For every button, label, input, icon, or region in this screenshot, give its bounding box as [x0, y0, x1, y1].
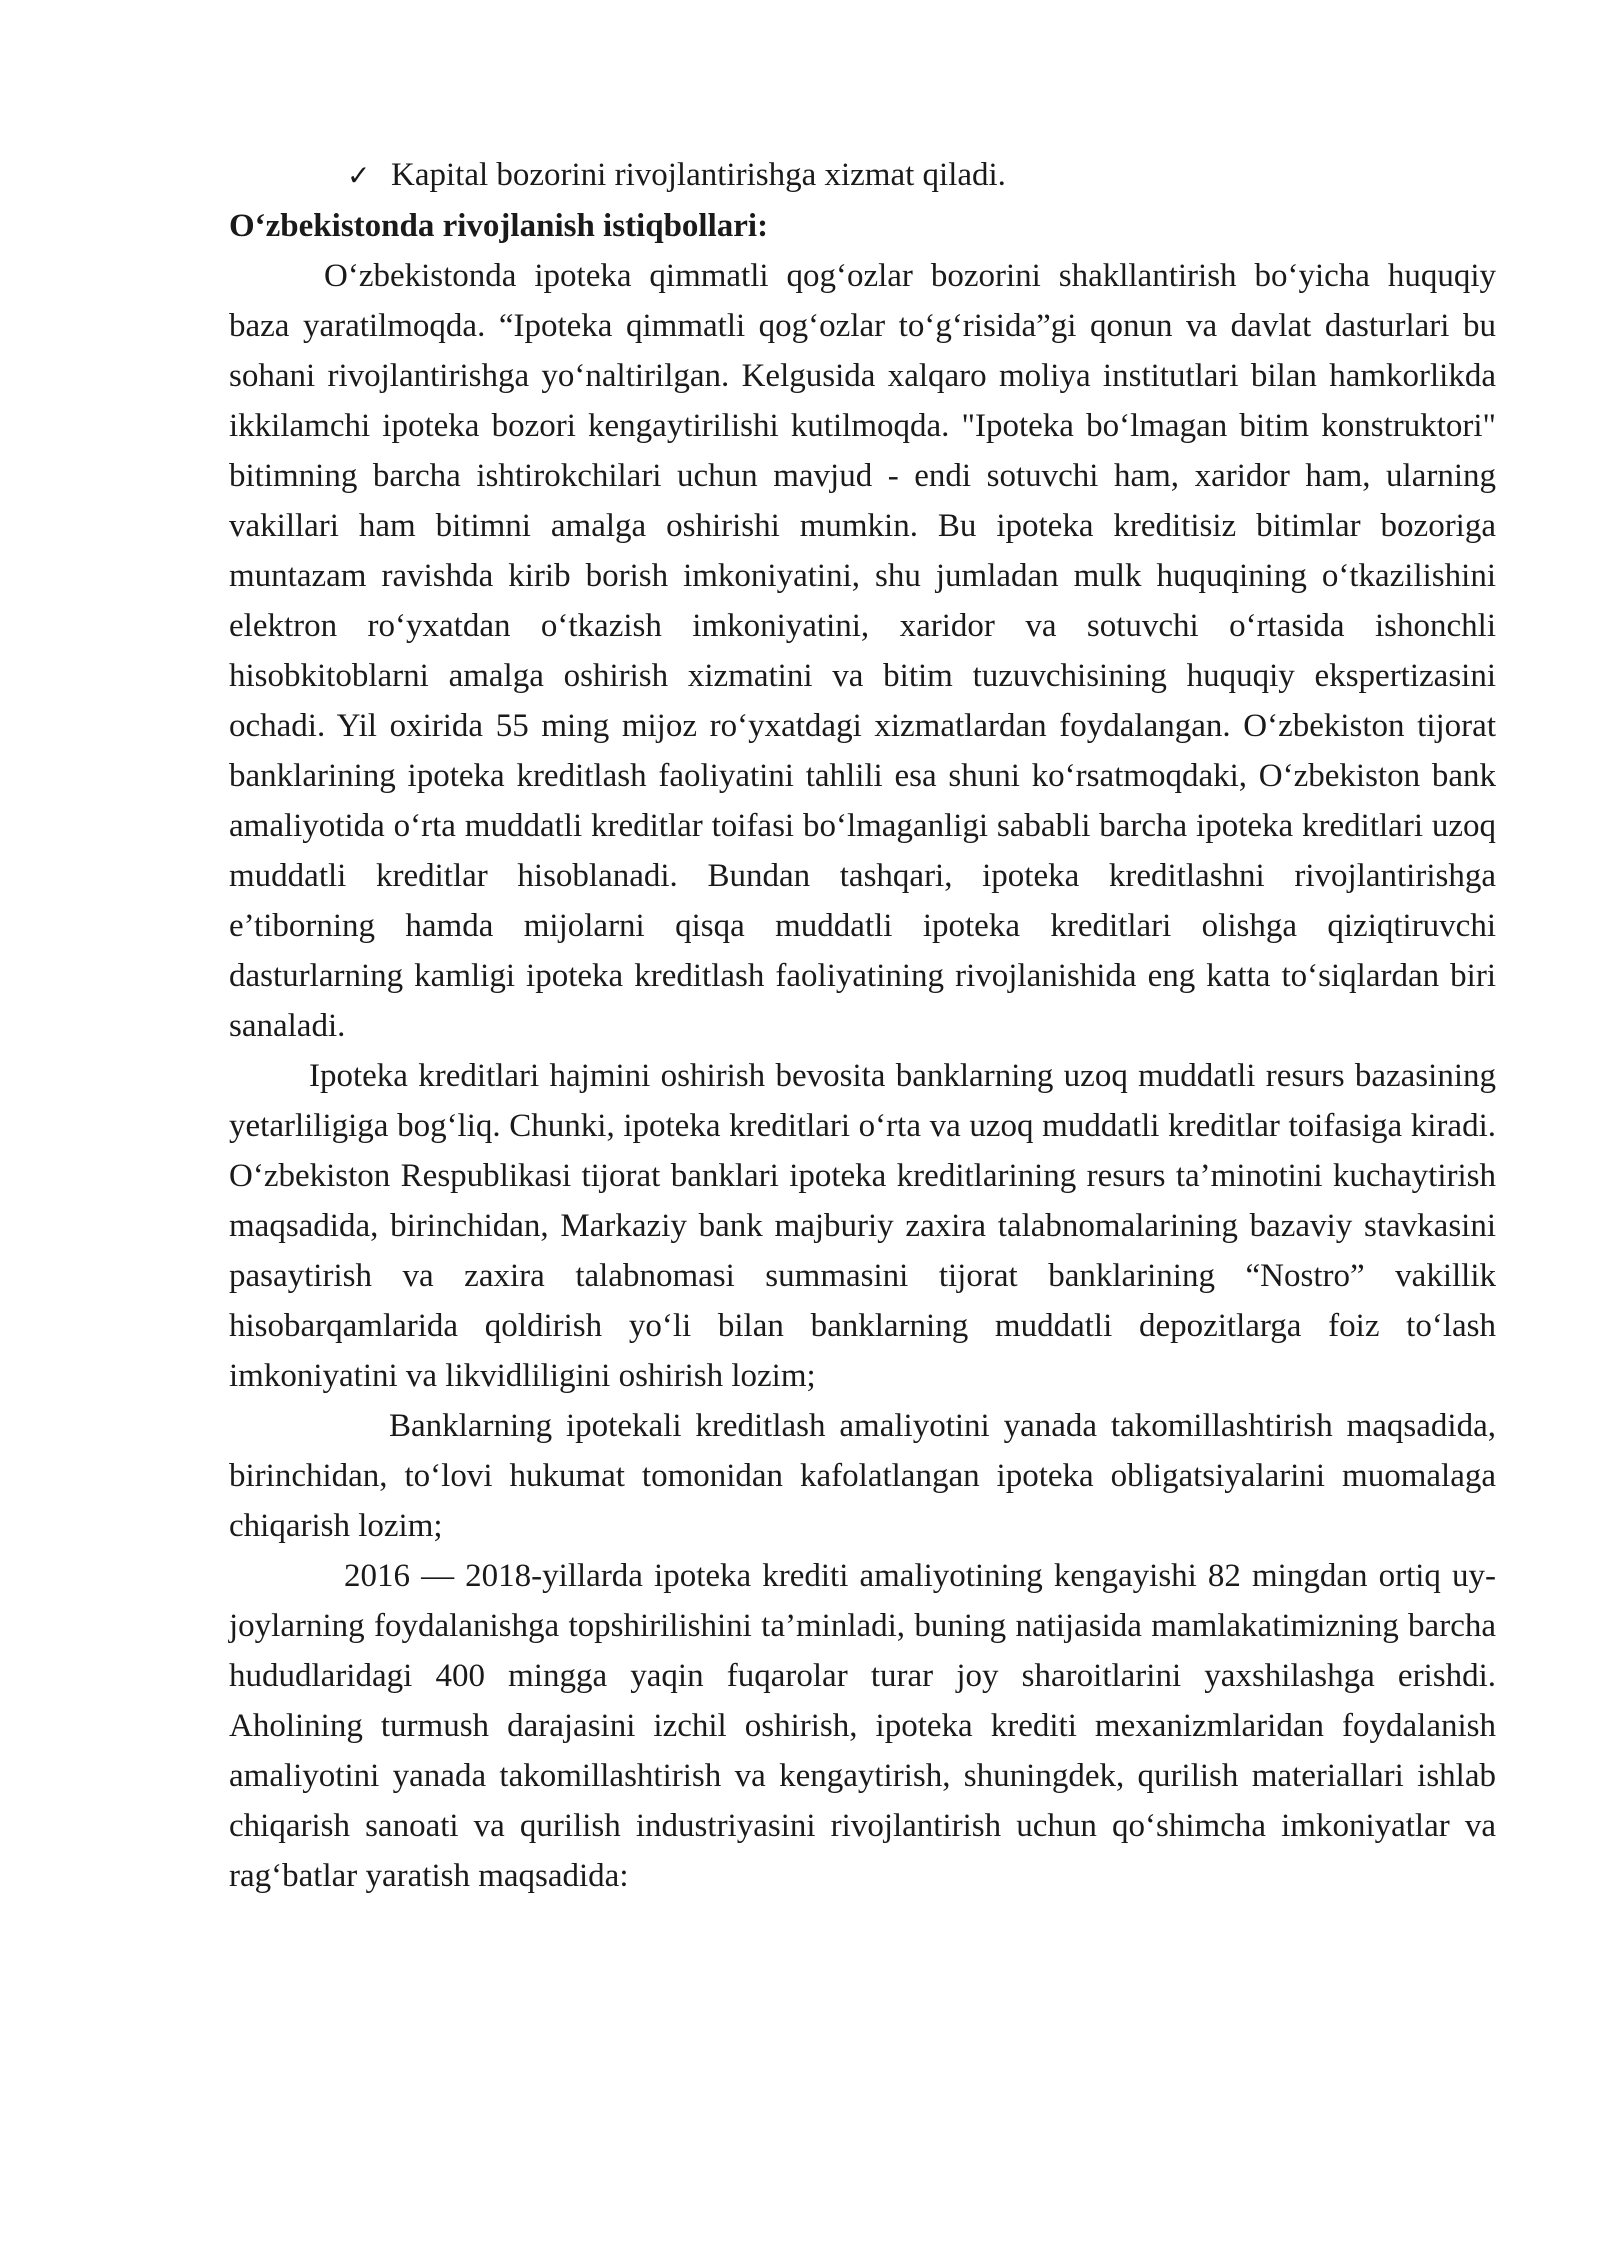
- checkmark-icon: ✓: [347, 159, 371, 192]
- bullet-text: Kapital bozorini rivojlantirishga xizmat qiladi.: [391, 157, 1006, 193]
- paragraph-mortgage-bonds: Banklarning ipotekali kreditlash amaliyotini yanada takomillashtirish maqsadida, birinchidan, to‘lovi hukumat tomonidan kafolatlangan ipoteka obligatsiyalarini muomalaga chiqarish lozim;: [229, 1408, 1496, 1544]
- document-page: [229, 150, 1496, 1901]
- section-heading: O‘zbekistonda rivojlanish istiqbollari:: [229, 208, 769, 244]
- bullet-item: [229, 150, 1496, 201]
- paragraph-resource-base: Ipoteka kreditlari hajmini oshirish bevosita banklarning uzoq muddatli resurs bazasining yetarliligiga bog‘liq. Chunki, ipoteka kreditlari o‘rta va uzoq muddatli kreditlar toifasiga kiradi. O‘zbekiston Respublikasi tijorat banklari ipoteka kreditlarining resurs ta’minotini kuchaytirish maqsadida, birinchidan, Markaziy bank majburiy zaxira talabnomalarining bazaviy stavkasini pasaytirish va zaxira talabnomasi summasini tijorat banklarining “Nostro” vakillik hisobarqamlarida qoldirish yo‘li bilan banklarning muddatli depozitlarga foiz to‘lash imkoniyatini va likvidliligini oshirish lozim;: [229, 1058, 1496, 1394]
- paragraph-legal-base: O‘zbekistonda ipoteka qimmatli qog‘ozlar bozorini shakllantirish bo‘yicha huquqiy baza yaratilmoqda. “Ipoteka qimmatli qog‘ozlar to‘g‘risida”gi qonun va davlat dasturlari bu sohani rivojlantirishga yo‘naltirilgan. Kelgusida xalqaro moliya institutlari bilan hamkorlikda ikkilamchi ipoteka bozori kengaytirilishi kutilmoqda. "Ipoteka bo‘lmagan bitim konstruktori" bitimning barcha ishtirokchilari uchun mavjud - endi sotuvchi ham, xaridor ham, ularning vakillari ham bitimni amalga oshirishi mumkin. Bu ipoteka kreditisiz bitimlar bozoriga muntazam ravishda kirib borish imkoniyatini, shu jumladan mulk huquqining o‘tkazilishini elektron ro‘yxatdan o‘tkazish imkoniyatini, xaridor va sotuvchi o‘rtasida ishonchli hisobkitoblarni amalga oshirish xizmatini va bitim tuzuvchisining huquqiy ekspertizasini ochadi. Yil oxirida 55 ming mijoz ro‘yxatdagi xizmatlardan foydalangan. O‘zbekiston tijorat banklarining ipoteka kreditlash faoliyatini tahlili esa shuni ko‘rsatmoqdaki, O‘zbekiston bank amaliyotida o‘rta muddatli kreditlar toifasi bo‘lmaganligi sababli barcha ipoteka kreditlari uzoq muddatli kreditlar hisoblanadi. Bundan tashqari, ipoteka kreditlashni rivojlantirishga e’tiborning hamda mijolarni qisqa muddatli ipoteka kreditlari olishga qiziqtiruvchi dasturlarning kamligi ipoteka kreditlash faoliyatining rivojlanishida eng katta to‘siqlardan biri sanaladi.: [229, 258, 1496, 1044]
- paragraph-housing-results: 2016 — 2018-yillarda ipoteka krediti amaliyotining kengayishi 82 mingdan ortiq uy-joylarning foydalanishga topshirilishini ta’minladi, buning natijasida mamlakatimizning barcha hududlaridagi 400 mingga yaqin fuqarolar turar joy sharoitlarini yaxshilashga erishdi. Aholining turmush darajasini izchil oshirish, ipoteka krediti mexanizmlaridan foydalanish amaliyotini yanada takomillashtirish va kengaytirish, shuningdek, qurilish materiallari ishlab chiqarish sanoati va qurilish industriyasini rivojlantirish uchun qo‘shimcha imkoniyatlar va rag‘batlar yaratish maqsadida:: [229, 1558, 1496, 1894]
